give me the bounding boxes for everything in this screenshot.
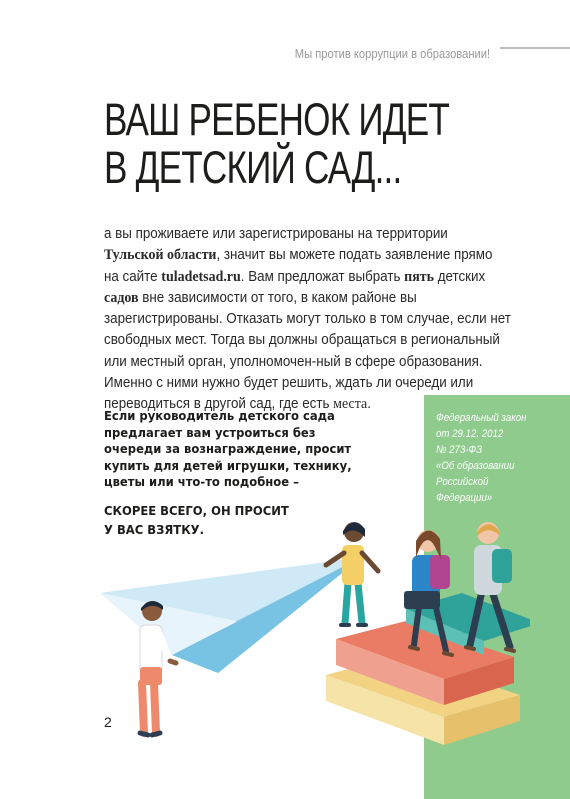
body-text-span: или местный орган, уполномочен-ный в сфере образования. xyxy=(104,353,483,370)
warning-line-1: Если руководитель детского сада xyxy=(104,408,335,423)
emphasis-places: места xyxy=(333,396,368,413)
body-text-span: переводиться в другой сад, где есть xyxy=(104,396,334,413)
warning-line-5: цветы или что-то подобное – xyxy=(104,474,299,489)
body-text-span: вне зависимости от того, в каком районе вы xyxy=(138,289,417,306)
body-text-span: детских xyxy=(433,268,486,285)
website-name: tuladetsad.ru xyxy=(161,268,241,285)
header-rule xyxy=(500,47,570,49)
region-name: Тульской области xyxy=(104,247,217,264)
conclusion-line-1: СКОРЕЕ ВСЕГО, ОН ПРОСИТ xyxy=(104,503,289,518)
kindergarten-illustration xyxy=(100,505,530,750)
body-line-4 xyxy=(104,288,513,309)
title-line-2: В ДЕТСКИЙ САД... xyxy=(104,142,402,193)
emphasis-five: пять xyxy=(404,268,434,285)
warning-line-2: предлагает вам устроиться без xyxy=(104,424,316,440)
body-line-6 xyxy=(104,330,513,351)
law-line-6: Федерации» xyxy=(436,492,493,504)
body-text-span: . Вам предложат выбрать xyxy=(240,268,405,285)
law-line-4: «Об образовании xyxy=(436,460,515,472)
emphasis-gardens: садов xyxy=(104,289,139,306)
body-text-span: зарегистрированы. Отказать могут только в том случае, если нет xyxy=(104,311,511,328)
conclusion-line-2: У ВАС ВЗЯТКУ. xyxy=(104,522,205,537)
header-tagline: Мы против коррупции в образовании! xyxy=(294,46,490,61)
body-line-1 xyxy=(104,224,513,245)
warning-line-3: очереди за вознаграждение, просит xyxy=(104,441,352,456)
page-title xyxy=(104,96,449,192)
law-line-2: от 29.12. 2012 xyxy=(436,428,504,440)
paper-airplane xyxy=(100,557,362,673)
law-line-3: № 273-ФЗ xyxy=(436,444,483,456)
law-line-5: Российской xyxy=(436,476,489,488)
body-text-span: , значит вы можете подать заявление прямо xyxy=(216,247,493,264)
body-paragraph xyxy=(104,224,544,416)
body-line-7 xyxy=(104,352,513,373)
body-text-span: на сайте xyxy=(104,268,162,285)
body-text-span: свободных мест. Тогда вы должны обращаться в региональный xyxy=(104,332,500,349)
warning-line-4: купить для детей игрушки, технику, xyxy=(104,457,352,473)
body-text-span: . xyxy=(367,396,371,413)
law-line-1: Федеральный закон xyxy=(436,412,527,424)
body-text-span: а вы проживаете или зарегистрированы на территории xyxy=(104,226,448,242)
body-text-span: Именно с ними нужно будет решить, ждать ли очереди или xyxy=(104,375,474,392)
page-number: 2 xyxy=(104,714,112,730)
warning-paragraph xyxy=(104,408,352,491)
body-line-5 xyxy=(104,309,513,330)
title-line-1: ВАШ РЕБЕНОК ИДЕТ xyxy=(104,94,450,145)
body-line-2 xyxy=(104,245,513,266)
law-reference xyxy=(436,410,527,506)
body-line-8 xyxy=(104,373,513,394)
body-line-3 xyxy=(104,267,513,288)
